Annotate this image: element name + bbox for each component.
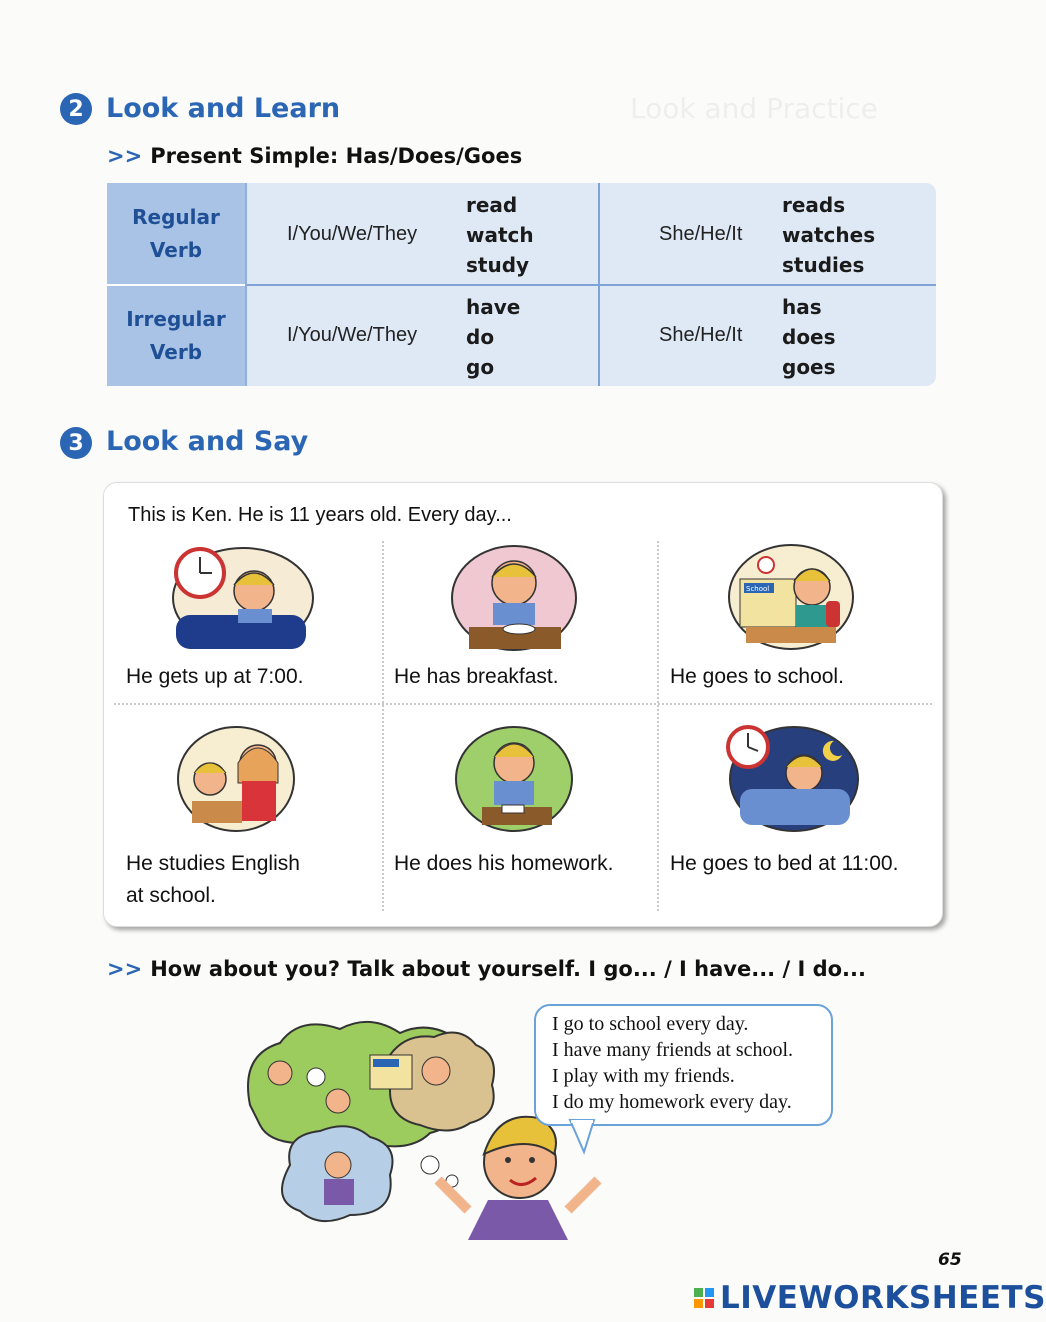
section-subtitle xyxy=(107,144,522,168)
section-number-badge: 2 xyxy=(60,93,92,125)
pronoun-plural: I/You/We/They xyxy=(287,223,418,245)
section-number-badge-3: 3 xyxy=(60,427,92,459)
caption-school: He goes to school. xyxy=(670,665,844,688)
speech-text: I go to school every day. I have many friends at school. I play with my friends. I do my homework every day. xyxy=(552,1013,794,1113)
talk-prompt-text: How about you? Talk about yourself. I go... / I have... / I do... xyxy=(150,957,866,981)
caption-bed: He goes to bed at 11:00. xyxy=(670,852,899,875)
speech-bubble-tail xyxy=(568,1120,598,1154)
page-number: 65 xyxy=(938,1250,962,1270)
subtitle-text: Present Simple: Has/Does/Goes xyxy=(150,144,523,168)
show-through-text: Look and Practice xyxy=(630,92,878,125)
intro-text: This is Ken. He is 11 years old. Every day... xyxy=(128,504,512,526)
section-title: Look and Learn xyxy=(106,93,341,124)
double-chevron-icon: >> xyxy=(107,957,143,981)
irregular-base-verbs: have do go xyxy=(466,295,521,379)
bedtime-illustration xyxy=(722,721,862,835)
irregular-verb-label: Irregular Verb xyxy=(107,286,245,386)
logo-grid-icon xyxy=(694,1288,714,1308)
pronoun-singular: She/He/It xyxy=(659,223,743,245)
pronoun-singular-2: She/He/It xyxy=(659,324,743,346)
school-illustration xyxy=(726,541,856,653)
grammar-table xyxy=(107,183,936,386)
caption-breakfast: He has breakfast. xyxy=(394,665,559,688)
regular-verb-label: Regular Verb xyxy=(107,183,245,284)
school-sign-text: School xyxy=(746,585,770,593)
caption-homework: He does his homework. xyxy=(394,852,614,875)
caption-gets-up: He gets up at 7:00. xyxy=(126,665,304,688)
homework-illustration xyxy=(452,723,576,835)
dotted-divider xyxy=(382,541,384,911)
breakfast-illustration xyxy=(449,543,579,655)
talk-prompt xyxy=(107,957,866,981)
regular-s-verbs: reads watches studies xyxy=(782,193,876,277)
pronoun-plural-2: I/You/We/They xyxy=(287,324,418,346)
irregular-s-verbs: has does goes xyxy=(782,295,836,379)
liveworksheets-logo xyxy=(694,1280,1046,1316)
section-title-3: Look and Say xyxy=(106,426,309,457)
regular-base-verbs: read watch study xyxy=(466,193,534,277)
dotted-divider xyxy=(114,703,932,705)
brand-text: LIVEWORKSHEETS xyxy=(720,1280,1046,1316)
column-divider-mid xyxy=(598,183,600,386)
dotted-divider xyxy=(657,541,659,911)
wake-up-illustration xyxy=(168,543,318,653)
row-divider-line xyxy=(247,284,936,286)
column-divider xyxy=(245,183,247,386)
daily-routine-card xyxy=(103,482,943,927)
caption-studies: He studies English at school. xyxy=(126,852,300,907)
studies-english-illustration xyxy=(174,723,298,835)
double-chevron-icon: >> xyxy=(107,144,143,168)
